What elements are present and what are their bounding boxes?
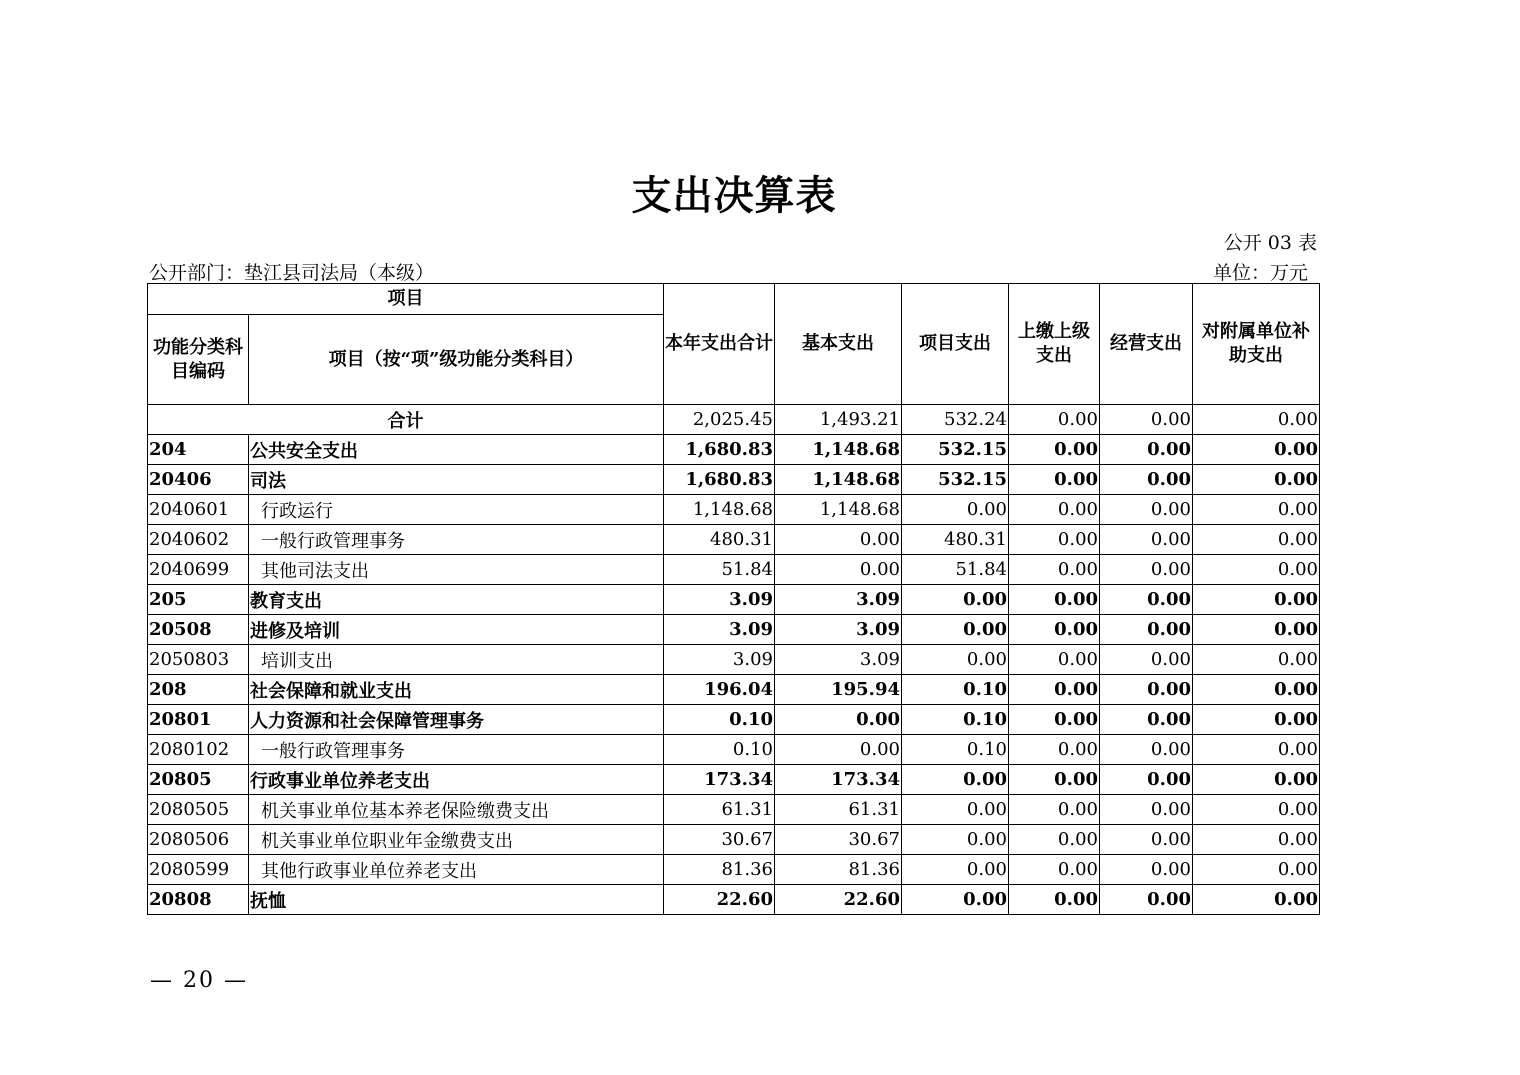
upper-cell: 0.00 xyxy=(1009,825,1100,855)
name-cell: 培训支出 xyxy=(249,645,664,675)
total-row xyxy=(148,405,1320,435)
expenditure-table xyxy=(147,283,1320,915)
business-cell: 0.00 xyxy=(1100,645,1193,675)
subsidy-cell: 0.00 xyxy=(1193,675,1320,705)
upper-cell: 0.00 xyxy=(1009,405,1100,435)
upper-cell: 0.00 xyxy=(1009,585,1100,615)
name-cell: 一般行政管理事务 xyxy=(249,735,664,765)
table-row xyxy=(148,615,1320,645)
code-cell: 20805 xyxy=(148,765,249,795)
total-cell: 3.09 xyxy=(664,585,775,615)
name-cell: 抚恤 xyxy=(249,885,664,915)
subsidy-cell: 0.00 xyxy=(1193,825,1320,855)
project-cell: 480.31 xyxy=(902,525,1009,555)
business-cell: 0.00 xyxy=(1100,705,1193,735)
upper-cell: 0.00 xyxy=(1009,615,1100,645)
name-cell: 司法 xyxy=(249,465,664,495)
header-item-group: 项目 xyxy=(148,284,664,315)
basic-cell: 3.09 xyxy=(775,645,902,675)
project-cell: 0.00 xyxy=(902,495,1009,525)
upper-cell: 0.00 xyxy=(1009,675,1100,705)
business-cell: 0.00 xyxy=(1100,435,1193,465)
project-cell: 532.15 xyxy=(902,435,1009,465)
upper-cell: 0.00 xyxy=(1009,555,1100,585)
unit-label: 单位：万元 xyxy=(1212,262,1308,284)
subsidy-cell: 0.00 xyxy=(1193,495,1320,525)
business-cell: 0.00 xyxy=(1100,855,1193,885)
project-cell: 532.24 xyxy=(902,405,1009,435)
basic-cell: 195.94 xyxy=(775,675,902,705)
subsidy-cell: 0.00 xyxy=(1193,555,1320,585)
header-code: 功能分类科目编码 xyxy=(148,315,249,405)
basic-cell: 61.31 xyxy=(775,795,902,825)
project-cell: 0.00 xyxy=(902,795,1009,825)
basic-cell: 1,148.68 xyxy=(775,465,902,495)
business-cell: 0.00 xyxy=(1100,495,1193,525)
name-cell: 进修及培训 xyxy=(249,615,664,645)
total-cell: 3.09 xyxy=(664,645,775,675)
total-cell: 30.67 xyxy=(664,825,775,855)
name-cell: 机关事业单位职业年金缴费支出 xyxy=(249,825,664,855)
total-cell: 2,025.45 xyxy=(664,405,775,435)
name-cell: 公共安全支出 xyxy=(249,435,664,465)
code-cell: 2040601 xyxy=(148,495,249,525)
name-cell: 机关事业单位基本养老保险缴费支出 xyxy=(249,795,664,825)
total-cell: 0.10 xyxy=(664,705,775,735)
project-cell: 0.00 xyxy=(902,645,1009,675)
header-total: 本年支出合计 xyxy=(664,284,775,405)
business-cell: 0.00 xyxy=(1100,735,1193,765)
code-cell: 20801 xyxy=(148,705,249,735)
business-cell: 0.00 xyxy=(1100,825,1193,855)
subsidy-cell: 0.00 xyxy=(1193,795,1320,825)
subsidy-cell: 0.00 xyxy=(1193,705,1320,735)
name-cell: 行政事业单位养老支出 xyxy=(249,765,664,795)
total-cell: 196.04 xyxy=(664,675,775,705)
total-cell: 1,680.83 xyxy=(664,465,775,495)
header-name: 项目（按“项”级功能分类科目） xyxy=(249,315,664,405)
project-cell: 0.00 xyxy=(902,615,1009,645)
basic-cell: 81.36 xyxy=(775,855,902,885)
table-row xyxy=(148,435,1320,465)
name-cell: 行政运行 xyxy=(249,495,664,525)
name-cell: 其他司法支出 xyxy=(249,555,664,585)
basic-cell: 0.00 xyxy=(775,525,902,555)
basic-cell: 30.67 xyxy=(775,825,902,855)
page-title: 支出决算表 xyxy=(631,172,837,219)
upper-cell: 0.00 xyxy=(1009,885,1100,915)
business-cell: 0.00 xyxy=(1100,405,1193,435)
basic-cell: 3.09 xyxy=(775,615,902,645)
page-number: — 20 — xyxy=(150,968,248,993)
upper-cell: 0.00 xyxy=(1009,495,1100,525)
header-business: 经营支出 xyxy=(1100,284,1193,405)
department-label: 公开部门：垫江县司法局（本级） xyxy=(149,262,435,284)
table-row xyxy=(148,585,1320,615)
business-cell: 0.00 xyxy=(1100,465,1193,495)
subsidy-cell: 0.00 xyxy=(1193,405,1320,435)
project-cell: 0.00 xyxy=(902,585,1009,615)
table-row xyxy=(148,645,1320,675)
code-cell: 2080506 xyxy=(148,825,249,855)
subsidy-cell: 0.00 xyxy=(1193,855,1320,885)
total-cell: 61.31 xyxy=(664,795,775,825)
project-cell: 0.10 xyxy=(902,705,1009,735)
upper-cell: 0.00 xyxy=(1009,795,1100,825)
upper-cell: 0.00 xyxy=(1009,435,1100,465)
table-row xyxy=(148,765,1320,795)
name-cell: 其他行政事业单位养老支出 xyxy=(249,855,664,885)
upper-cell: 0.00 xyxy=(1009,645,1100,675)
code-cell: 2040699 xyxy=(148,555,249,585)
basic-cell: 22.60 xyxy=(775,885,902,915)
business-cell: 0.00 xyxy=(1100,885,1193,915)
upper-cell: 0.00 xyxy=(1009,855,1100,885)
total-cell: 51.84 xyxy=(664,555,775,585)
business-cell: 0.00 xyxy=(1100,585,1193,615)
code-cell: 20808 xyxy=(148,885,249,915)
form-number: 公开 03 表 xyxy=(1223,232,1317,254)
total-cell: 1,148.68 xyxy=(664,495,775,525)
header-project: 项目支出 xyxy=(902,284,1009,405)
subsidy-cell: 0.00 xyxy=(1193,465,1320,495)
table-row xyxy=(148,855,1320,885)
subsidy-cell: 0.00 xyxy=(1193,435,1320,465)
business-cell: 0.00 xyxy=(1100,615,1193,645)
project-cell: 0.10 xyxy=(902,675,1009,705)
name-cell: 社会保障和就业支出 xyxy=(249,675,664,705)
subsidy-cell: 0.00 xyxy=(1193,645,1320,675)
header-basic: 基本支出 xyxy=(775,284,902,405)
basic-cell: 0.00 xyxy=(775,555,902,585)
name-cell: 一般行政管理事务 xyxy=(249,525,664,555)
name-cell: 教育支出 xyxy=(249,585,664,615)
subsidy-cell: 0.00 xyxy=(1193,765,1320,795)
code-cell: 20508 xyxy=(148,615,249,645)
basic-cell: 1,148.68 xyxy=(775,435,902,465)
table-row xyxy=(148,495,1320,525)
subsidy-cell: 0.00 xyxy=(1193,525,1320,555)
code-cell: 2040602 xyxy=(148,525,249,555)
table-row xyxy=(148,795,1320,825)
table-row xyxy=(148,555,1320,585)
code-cell: 204 xyxy=(148,435,249,465)
upper-cell: 0.00 xyxy=(1009,465,1100,495)
basic-cell: 0.00 xyxy=(775,705,902,735)
project-cell: 0.00 xyxy=(902,885,1009,915)
table-row xyxy=(148,465,1320,495)
project-cell: 532.15 xyxy=(902,465,1009,495)
project-cell: 0.10 xyxy=(902,735,1009,765)
basic-cell: 1,493.21 xyxy=(775,405,902,435)
name-cell: 人力资源和社会保障管理事务 xyxy=(249,705,664,735)
code-cell: 208 xyxy=(148,675,249,705)
upper-cell: 0.00 xyxy=(1009,705,1100,735)
total-label: 合计 xyxy=(148,405,664,435)
total-cell: 480.31 xyxy=(664,525,775,555)
table-row xyxy=(148,735,1320,765)
total-cell: 173.34 xyxy=(664,765,775,795)
code-cell: 20406 xyxy=(148,465,249,495)
code-cell: 205 xyxy=(148,585,249,615)
subsidy-cell: 0.00 xyxy=(1193,615,1320,645)
project-cell: 51.84 xyxy=(902,555,1009,585)
project-cell: 0.00 xyxy=(902,855,1009,885)
table-row xyxy=(148,675,1320,705)
upper-cell: 0.00 xyxy=(1009,765,1100,795)
business-cell: 0.00 xyxy=(1100,555,1193,585)
business-cell: 0.00 xyxy=(1100,675,1193,705)
table-row xyxy=(148,525,1320,555)
code-cell: 2080102 xyxy=(148,735,249,765)
business-cell: 0.00 xyxy=(1100,795,1193,825)
upper-cell: 0.00 xyxy=(1009,525,1100,555)
header-subsidy: 对附属单位补助支出 xyxy=(1193,284,1320,405)
table-row xyxy=(148,705,1320,735)
total-cell: 0.10 xyxy=(664,735,775,765)
subsidy-cell: 0.00 xyxy=(1193,585,1320,615)
total-cell: 81.36 xyxy=(664,855,775,885)
code-cell: 2050803 xyxy=(148,645,249,675)
business-cell: 0.00 xyxy=(1100,765,1193,795)
code-cell: 2080599 xyxy=(148,855,249,885)
business-cell: 0.00 xyxy=(1100,525,1193,555)
basic-cell: 3.09 xyxy=(775,585,902,615)
upper-cell: 0.00 xyxy=(1009,735,1100,765)
total-cell: 3.09 xyxy=(664,615,775,645)
header-upper: 上缴上级支出 xyxy=(1009,284,1100,405)
subsidy-cell: 0.00 xyxy=(1193,885,1320,915)
total-cell: 22.60 xyxy=(664,885,775,915)
total-cell: 1,680.83 xyxy=(664,435,775,465)
project-cell: 0.00 xyxy=(902,825,1009,855)
basic-cell: 0.00 xyxy=(775,735,902,765)
subsidy-cell: 0.00 xyxy=(1193,735,1320,765)
basic-cell: 173.34 xyxy=(775,765,902,795)
table-row xyxy=(148,825,1320,855)
basic-cell: 1,148.68 xyxy=(775,495,902,525)
table-row xyxy=(148,885,1320,915)
code-cell: 2080505 xyxy=(148,795,249,825)
project-cell: 0.00 xyxy=(902,765,1009,795)
